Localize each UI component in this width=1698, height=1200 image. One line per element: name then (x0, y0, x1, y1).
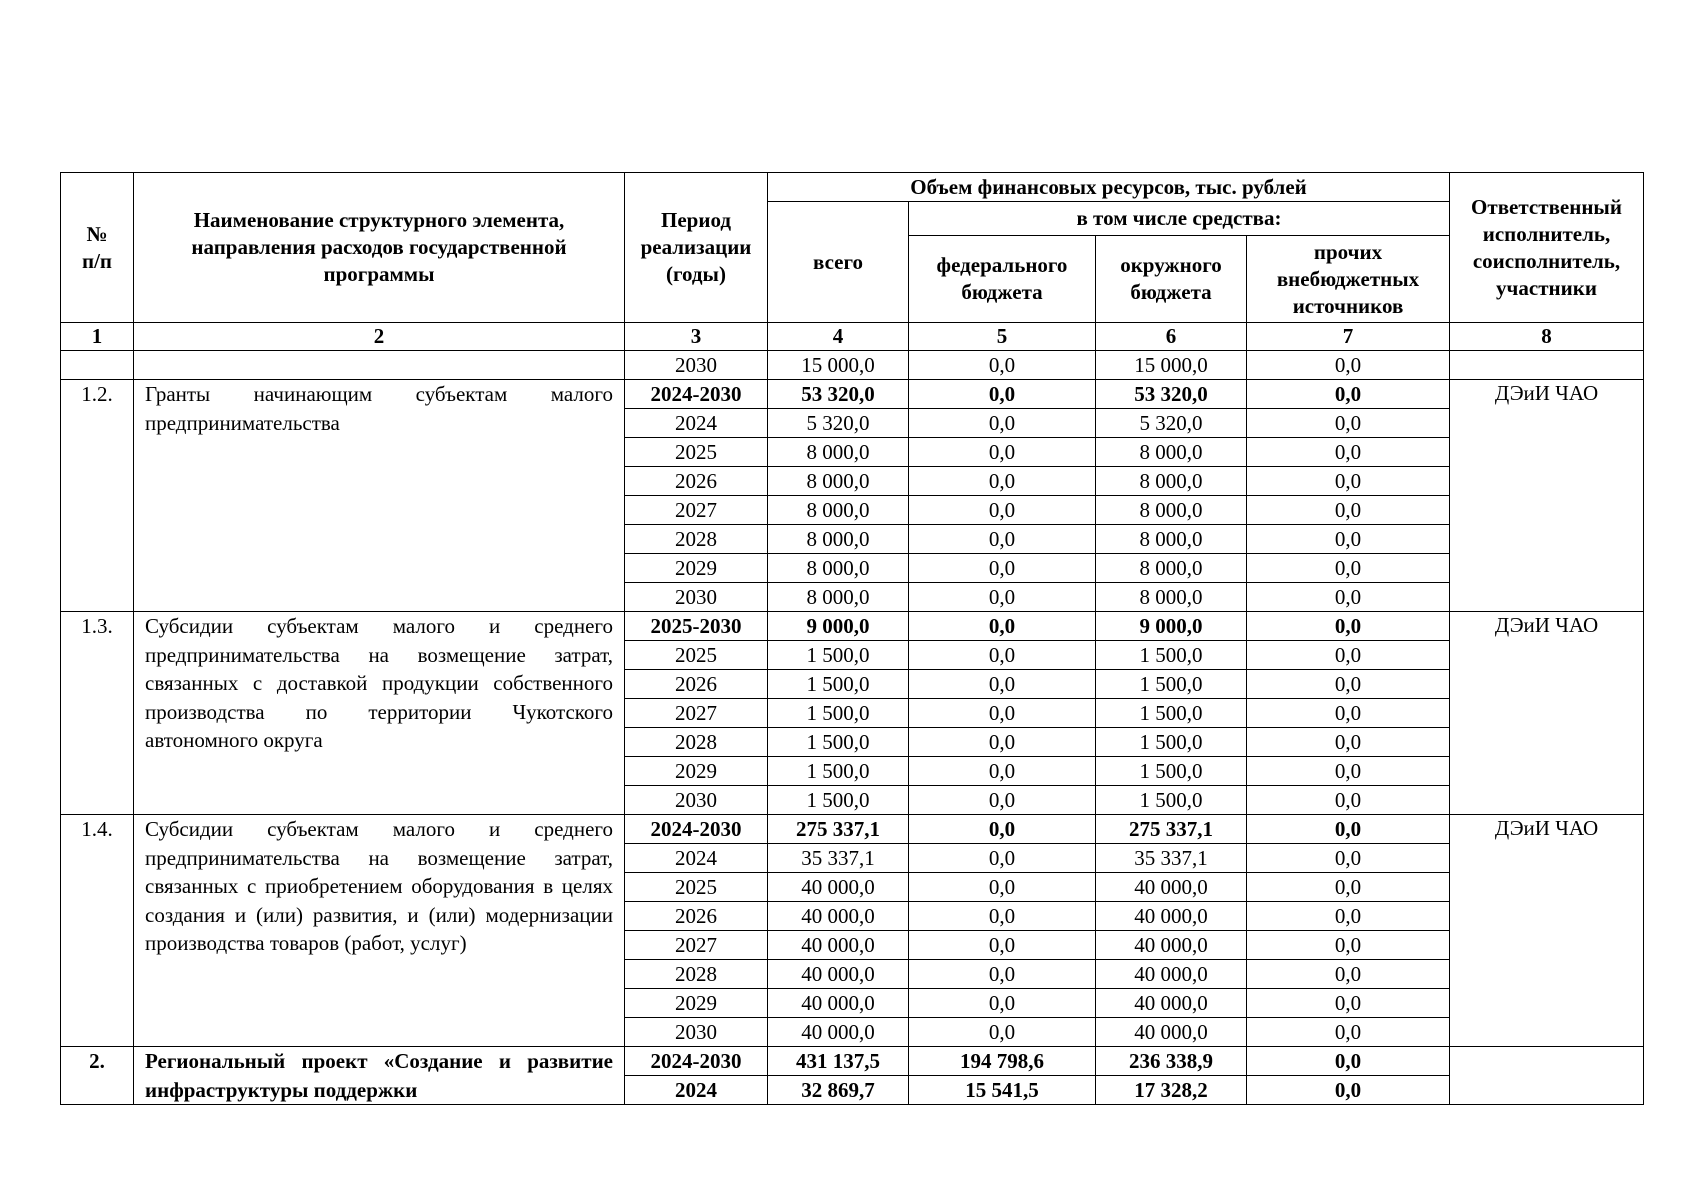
district-cell: 53 320,0 (1096, 380, 1247, 409)
other-cell: 0,0 (1247, 989, 1450, 1018)
federal-cell: 0,0 (909, 409, 1096, 438)
other-cell: 0,0 (1247, 1047, 1450, 1076)
federal-cell: 0,0 (909, 931, 1096, 960)
other-cell: 0,0 (1247, 641, 1450, 670)
header-other: прочих внебюджетных источников (1247, 236, 1450, 323)
period-cell: 2029 (625, 757, 768, 786)
federal-cell: 0,0 (909, 612, 1096, 641)
other-cell: 0,0 (1247, 380, 1450, 409)
total-cell: 40 000,0 (768, 960, 909, 989)
total-cell: 9 000,0 (768, 612, 909, 641)
federal-cell: 0,0 (909, 380, 1096, 409)
district-cell: 8 000,0 (1096, 583, 1247, 612)
federal-cell: 0,0 (909, 641, 1096, 670)
other-cell: 0,0 (1247, 931, 1450, 960)
responsible-cell (1450, 351, 1644, 380)
table-row (61, 815, 1644, 844)
responsible-cell: ДЭиИ ЧАО (1450, 612, 1644, 815)
other-cell: 0,0 (1247, 699, 1450, 728)
total-cell: 8 000,0 (768, 496, 909, 525)
name-cell: Субсидии субъектам малого и среднего предпринимательства на возмещение затрат, связанных с приобретением оборудования в целях создания и (или) развития, и (или) модернизации производства товаров (работ, услуг) (134, 815, 625, 1047)
financing-table (60, 172, 1644, 1105)
period-cell: 2025-2030 (625, 612, 768, 641)
other-cell: 0,0 (1247, 786, 1450, 815)
total-cell: 1 500,0 (768, 786, 909, 815)
period-cell: 2027 (625, 931, 768, 960)
other-cell: 0,0 (1247, 351, 1450, 380)
header-total: всего (768, 202, 909, 323)
district-cell: 1 500,0 (1096, 699, 1247, 728)
col-number: 5 (909, 323, 1096, 351)
other-cell: 0,0 (1247, 409, 1450, 438)
table-header (61, 173, 1644, 351)
period-cell: 2024 (625, 1076, 768, 1105)
total-cell: 431 137,5 (768, 1047, 909, 1076)
col-number: 6 (1096, 323, 1247, 351)
other-cell: 0,0 (1247, 1076, 1450, 1105)
period-cell: 2030 (625, 583, 768, 612)
district-cell: 275 337,1 (1096, 815, 1247, 844)
federal-cell: 0,0 (909, 670, 1096, 699)
federal-cell: 0,0 (909, 873, 1096, 902)
total-cell: 15 000,0 (768, 351, 909, 380)
col-number: 4 (768, 323, 909, 351)
total-cell: 40 000,0 (768, 931, 909, 960)
header-including: в том числе средства: (909, 202, 1450, 236)
federal-cell: 0,0 (909, 757, 1096, 786)
header-volume: Объем финансовых ресурсов, тыс. рублей (768, 173, 1450, 202)
col-number: 7 (1247, 323, 1450, 351)
federal-cell: 0,0 (909, 1018, 1096, 1047)
period-cell: 2026 (625, 467, 768, 496)
period-cell: 2030 (625, 786, 768, 815)
period-cell: 2027 (625, 496, 768, 525)
header-responsible: Ответственный исполнитель, соисполнитель, участники (1450, 173, 1644, 323)
district-cell: 40 000,0 (1096, 873, 1247, 902)
period-cell: 2028 (625, 525, 768, 554)
col-number: 3 (625, 323, 768, 351)
total-cell: 1 500,0 (768, 757, 909, 786)
period-cell: 2028 (625, 960, 768, 989)
total-cell: 5 320,0 (768, 409, 909, 438)
federal-cell: 0,0 (909, 786, 1096, 815)
period-cell: 2027 (625, 699, 768, 728)
num-cell: 1.4. (61, 815, 134, 1047)
period-cell: 2024-2030 (625, 1047, 768, 1076)
total-cell: 8 000,0 (768, 467, 909, 496)
num-cell: 1.3. (61, 612, 134, 815)
total-cell: 8 000,0 (768, 554, 909, 583)
header-num: № п/п (61, 173, 134, 323)
total-cell: 8 000,0 (768, 438, 909, 467)
federal-cell: 0,0 (909, 699, 1096, 728)
other-cell: 0,0 (1247, 960, 1450, 989)
table-row (61, 380, 1644, 409)
other-cell: 0,0 (1247, 844, 1450, 873)
other-cell: 0,0 (1247, 815, 1450, 844)
header-name: Наименование структурного элемента, направления расходов государственной программы (134, 173, 625, 323)
total-cell: 53 320,0 (768, 380, 909, 409)
table-body (61, 351, 1644, 1105)
other-cell: 0,0 (1247, 873, 1450, 902)
district-cell: 40 000,0 (1096, 931, 1247, 960)
district-cell: 40 000,0 (1096, 902, 1247, 931)
federal-cell: 0,0 (909, 467, 1096, 496)
total-cell: 40 000,0 (768, 873, 909, 902)
table-row (61, 1047, 1644, 1076)
federal-cell: 0,0 (909, 960, 1096, 989)
header-period: Период реализации (годы) (625, 173, 768, 323)
district-cell: 1 500,0 (1096, 728, 1247, 757)
period-cell: 2025 (625, 873, 768, 902)
period-cell: 2030 (625, 351, 768, 380)
responsible-cell (1450, 1047, 1644, 1105)
col-number: 1 (61, 323, 134, 351)
total-cell: 40 000,0 (768, 902, 909, 931)
district-cell: 8 000,0 (1096, 496, 1247, 525)
other-cell: 0,0 (1247, 1018, 1450, 1047)
other-cell: 0,0 (1247, 670, 1450, 699)
name-cell: Субсидии субъектам малого и среднего предпринимательства на возмещение затрат, связанных с доставкой продукции собственного производства по территории Чукотского автономного округа (134, 612, 625, 815)
num-cell (61, 351, 134, 380)
name-cell (134, 351, 625, 380)
column-numbers-row (61, 323, 1644, 351)
federal-cell: 0,0 (909, 583, 1096, 612)
other-cell: 0,0 (1247, 583, 1450, 612)
num-cell: 2. (61, 1047, 134, 1105)
other-cell: 0,0 (1247, 467, 1450, 496)
num-cell: 1.2. (61, 380, 134, 612)
district-cell: 236 338,9 (1096, 1047, 1247, 1076)
total-cell: 1 500,0 (768, 699, 909, 728)
federal-cell: 0,0 (909, 554, 1096, 583)
total-cell: 40 000,0 (768, 1018, 909, 1047)
district-cell: 40 000,0 (1096, 1018, 1247, 1047)
total-cell: 1 500,0 (768, 670, 909, 699)
federal-cell: 0,0 (909, 525, 1096, 554)
total-cell: 35 337,1 (768, 844, 909, 873)
district-cell: 17 328,2 (1096, 1076, 1247, 1105)
period-cell: 2024 (625, 409, 768, 438)
federal-cell: 0,0 (909, 902, 1096, 931)
other-cell: 0,0 (1247, 496, 1450, 525)
responsible-cell: ДЭиИ ЧАО (1450, 815, 1644, 1047)
federal-cell: 194 798,6 (909, 1047, 1096, 1076)
district-cell: 1 500,0 (1096, 670, 1247, 699)
other-cell: 0,0 (1247, 438, 1450, 467)
district-cell: 35 337,1 (1096, 844, 1247, 873)
period-cell: 2029 (625, 989, 768, 1018)
name-cell: Гранты начинающим субъектам малого предпринимательства (134, 380, 625, 612)
table-row (61, 351, 1644, 380)
federal-cell: 0,0 (909, 496, 1096, 525)
table-row (61, 612, 1644, 641)
district-cell: 1 500,0 (1096, 641, 1247, 670)
responsible-cell: ДЭиИ ЧАО (1450, 380, 1644, 612)
district-cell: 15 000,0 (1096, 351, 1247, 380)
district-cell: 9 000,0 (1096, 612, 1247, 641)
period-cell: 2026 (625, 902, 768, 931)
period-cell: 2026 (625, 670, 768, 699)
federal-cell: 0,0 (909, 728, 1096, 757)
federal-cell: 0,0 (909, 844, 1096, 873)
col-number: 8 (1450, 323, 1644, 351)
other-cell: 0,0 (1247, 525, 1450, 554)
other-cell: 0,0 (1247, 554, 1450, 583)
total-cell: 32 869,7 (768, 1076, 909, 1105)
district-cell: 8 000,0 (1096, 554, 1247, 583)
total-cell: 1 500,0 (768, 728, 909, 757)
header-federal: федерального бюджета (909, 236, 1096, 323)
total-cell: 40 000,0 (768, 989, 909, 1018)
period-cell: 2029 (625, 554, 768, 583)
federal-cell: 15 541,5 (909, 1076, 1096, 1105)
period-cell: 2025 (625, 438, 768, 467)
total-cell: 275 337,1 (768, 815, 909, 844)
total-cell: 1 500,0 (768, 641, 909, 670)
federal-cell: 0,0 (909, 815, 1096, 844)
district-cell: 8 000,0 (1096, 467, 1247, 496)
district-cell: 8 000,0 (1096, 525, 1247, 554)
period-cell: 2024 (625, 844, 768, 873)
other-cell: 0,0 (1247, 612, 1450, 641)
district-cell: 40 000,0 (1096, 960, 1247, 989)
period-cell: 2028 (625, 728, 768, 757)
name-cell: Региональный проект «Создание и развитие инфраструктуры поддержки (134, 1047, 625, 1105)
federal-cell: 0,0 (909, 989, 1096, 1018)
period-cell: 2024-2030 (625, 380, 768, 409)
total-cell: 8 000,0 (768, 583, 909, 612)
period-cell: 2025 (625, 641, 768, 670)
col-number: 2 (134, 323, 625, 351)
district-cell: 1 500,0 (1096, 757, 1247, 786)
district-cell: 5 320,0 (1096, 409, 1247, 438)
district-cell: 1 500,0 (1096, 786, 1247, 815)
header-district: окружного бюджета (1096, 236, 1247, 323)
other-cell: 0,0 (1247, 757, 1450, 786)
other-cell: 0,0 (1247, 728, 1450, 757)
federal-cell: 0,0 (909, 351, 1096, 380)
other-cell: 0,0 (1247, 902, 1450, 931)
district-cell: 8 000,0 (1096, 438, 1247, 467)
total-cell: 8 000,0 (768, 525, 909, 554)
period-cell: 2030 (625, 1018, 768, 1047)
federal-cell: 0,0 (909, 438, 1096, 467)
district-cell: 40 000,0 (1096, 989, 1247, 1018)
period-cell: 2024-2030 (625, 815, 768, 844)
